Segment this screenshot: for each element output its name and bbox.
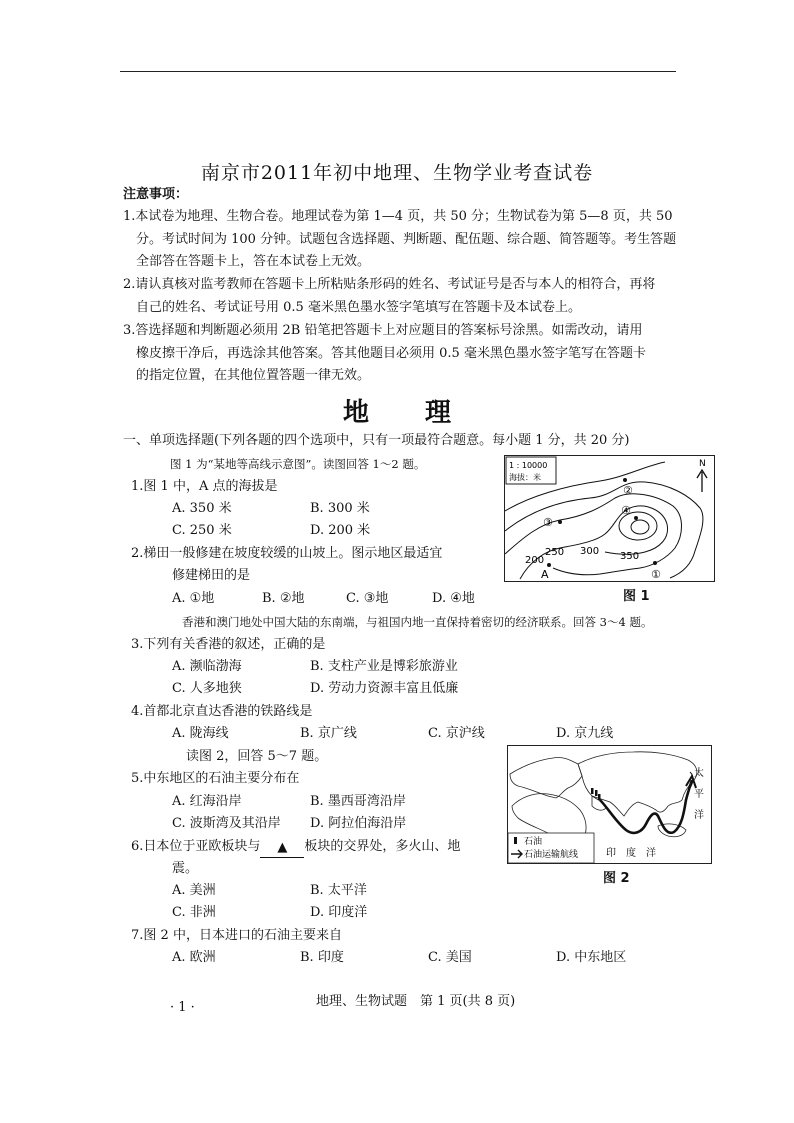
intro-text: 读图 2，回答 5～7 题。 xyxy=(186,749,328,764)
option: D. 劳动力资源丰富且低廉 xyxy=(310,681,459,696)
ocean-label: 太 xyxy=(694,768,704,779)
option: A. 欧洲 xyxy=(172,950,216,965)
question-stem-part: 板块的交界处，多火山、地 xyxy=(304,839,461,854)
continent-outline xyxy=(578,752,697,816)
question-stem: 震。 xyxy=(172,861,199,876)
figure-1-contour-map xyxy=(504,455,715,582)
option: C. 非洲 xyxy=(172,905,216,920)
subject-char: 理 xyxy=(425,398,452,428)
option: A. 美洲 xyxy=(172,883,216,898)
oil-legend-icon xyxy=(514,837,517,844)
question-stem: 5.中东地区的石油主要分布在 xyxy=(131,771,300,786)
point-marker xyxy=(623,478,627,482)
option: B. 太平洋 xyxy=(310,883,367,898)
option: C. 250 米 xyxy=(172,523,232,538)
option: C. 人多地狭 xyxy=(172,681,242,696)
notice-line: 橡皮擦干净后，再选涂其他答案。答其他题目必须用 0.5 毫米黑色墨水签字笔写在答题卡 xyxy=(136,346,646,361)
notice-heading: 注意事项： xyxy=(123,187,189,202)
contour-label: 300 xyxy=(580,546,600,557)
question-stem xyxy=(131,838,460,857)
contour-line xyxy=(631,520,649,534)
point-label: ② xyxy=(623,484,633,497)
point-marker xyxy=(653,561,657,565)
option: D. 中东地区 xyxy=(556,950,627,965)
point-label: ① xyxy=(651,568,661,581)
unit-label: 海拔：米 xyxy=(509,473,541,482)
oil-route-line xyxy=(600,780,692,833)
figure-1-caption: 图 1 xyxy=(623,589,650,604)
option: C. 京沪线 xyxy=(428,726,485,741)
point-label: ④ xyxy=(621,504,631,517)
option: C. ③地 xyxy=(346,591,389,606)
point-label: A xyxy=(541,568,549,581)
option: B. 支柱产业是博彩旅游业 xyxy=(310,659,458,674)
option: A. 红海沿岸 xyxy=(172,794,242,809)
point-marker xyxy=(547,563,551,567)
subject-heading xyxy=(0,392,794,429)
option: D. 印度洋 xyxy=(310,905,368,920)
option: C. 美国 xyxy=(428,950,472,965)
legend-label: 石油 xyxy=(524,837,543,847)
oil-marker-icon xyxy=(598,794,601,800)
contour-map-svg xyxy=(505,456,714,581)
question-stem: 修建梯田的是 xyxy=(172,568,251,583)
question-stem-part: 6.日本位于亚欧板块与 xyxy=(131,839,261,854)
point-marker xyxy=(558,520,562,524)
answer-blank: ▲ xyxy=(260,839,304,858)
option: B. 京广线 xyxy=(300,726,357,741)
notice-line: 自己的姓名、考试证号用 0.5 毫米黑色墨水签字笔填写在答题卡及本试卷上。 xyxy=(136,300,581,315)
ocean-label: 平 xyxy=(694,789,704,800)
option: A. 350 米 xyxy=(172,501,232,516)
option: B. 印度 xyxy=(300,950,344,965)
section-heading: 一、单项选择题(下列各题的四个选项中，只有一项最符合题意。每小题 1 分，共 20 分) xyxy=(123,433,630,448)
point-label: ③ xyxy=(543,516,553,529)
page-number: · 1 · xyxy=(170,1000,195,1015)
question-stem: 4.首都北京直达香港的铁路线是 xyxy=(131,704,313,719)
point-marker xyxy=(634,516,638,520)
notice-line: 全部答在答题卡上，答在本试卷上无效。 xyxy=(136,254,371,269)
intro-text: 图 1 为“某地等高线示意图”。读图回答 1～2 题。 xyxy=(170,457,426,471)
notice-line: 1.本试卷为地理、生物合卷。地理试卷为第 1—4 页，共 50 分；生物试卷为第 5—8 页，共 50 xyxy=(123,209,673,224)
contour-label: 250 xyxy=(545,547,565,558)
option: B. ②地 xyxy=(262,591,305,606)
footer-text: 地理、生物试题 第 1 页(共 8 页) xyxy=(316,994,516,1009)
notice-line: 3.答选择题和判断题必须用 2B 铅笔把答题卡上对应题目的答案标号涂黑。如需改动，请用 xyxy=(123,323,643,338)
option: A. 陇海线 xyxy=(172,726,229,741)
question-stem: 2.梯田一般修建在坡度较缓的山坡上。图示地区最适宜 xyxy=(131,546,443,561)
exam-title: 南京市2011年初中地理、生物学业考查试卷 xyxy=(200,162,594,184)
option: B. 墨西哥湾沿岸 xyxy=(310,794,406,809)
option: D. 200 米 xyxy=(310,523,371,538)
north-label: N xyxy=(699,459,706,469)
notice-line: 2.请认真核对监考教师在答题卡上所粘贴条形码的姓名、考试证号是否与本人的相符合，再将 xyxy=(123,277,656,292)
figure-2-world-map xyxy=(507,745,712,864)
north-arrow-icon xyxy=(697,470,707,492)
top-rule xyxy=(120,71,676,72)
contour-label: 350 xyxy=(620,551,640,562)
continent-outline xyxy=(510,757,582,798)
question-stem: 3.下列有关香港的叙述，正确的是 xyxy=(131,637,326,652)
world-map-svg xyxy=(508,746,711,863)
option: B. 300 米 xyxy=(310,501,370,516)
scale-label: 1 : 10000 xyxy=(509,461,548,470)
ocean-label: 印 度 洋 xyxy=(606,848,656,859)
oil-marker-icon xyxy=(595,790,598,796)
intro-text: 香港和澳门地处中国大陆的东南端，与祖国内地一直保持着密切的经济联系。回答 3～4 题。 xyxy=(182,615,653,629)
notice-line: 的指定位置，在其他位置答题一律无效。 xyxy=(136,368,371,383)
figure-2-caption: 图 2 xyxy=(603,871,630,886)
question-stem: 1.图 1 中，A 点的海拔是 xyxy=(131,479,278,494)
subject-char: 地 xyxy=(342,398,369,428)
ocean-label: 洋 xyxy=(694,810,704,821)
notice-line: 分。考试时间为 100 分钟。试题包含选择题、判断题、配伍题、综合题、简答题等。考生答题 xyxy=(136,232,677,247)
option: A. ①地 xyxy=(172,591,215,606)
option: D. 京九线 xyxy=(556,726,614,741)
question-stem: 7.图 2 中，日本进口的石油主要来自 xyxy=(131,928,342,943)
option: D. ④地 xyxy=(432,591,475,606)
legend-label: 石油运输航线 xyxy=(524,850,579,860)
option: A. 濒临渤海 xyxy=(172,659,242,674)
oil-marker-icon xyxy=(591,788,594,794)
option: D. 阿拉伯海沿岸 xyxy=(310,816,407,831)
option: C. 波斯湾及其沿岸 xyxy=(172,816,281,831)
contour-label: 200 xyxy=(525,555,545,566)
